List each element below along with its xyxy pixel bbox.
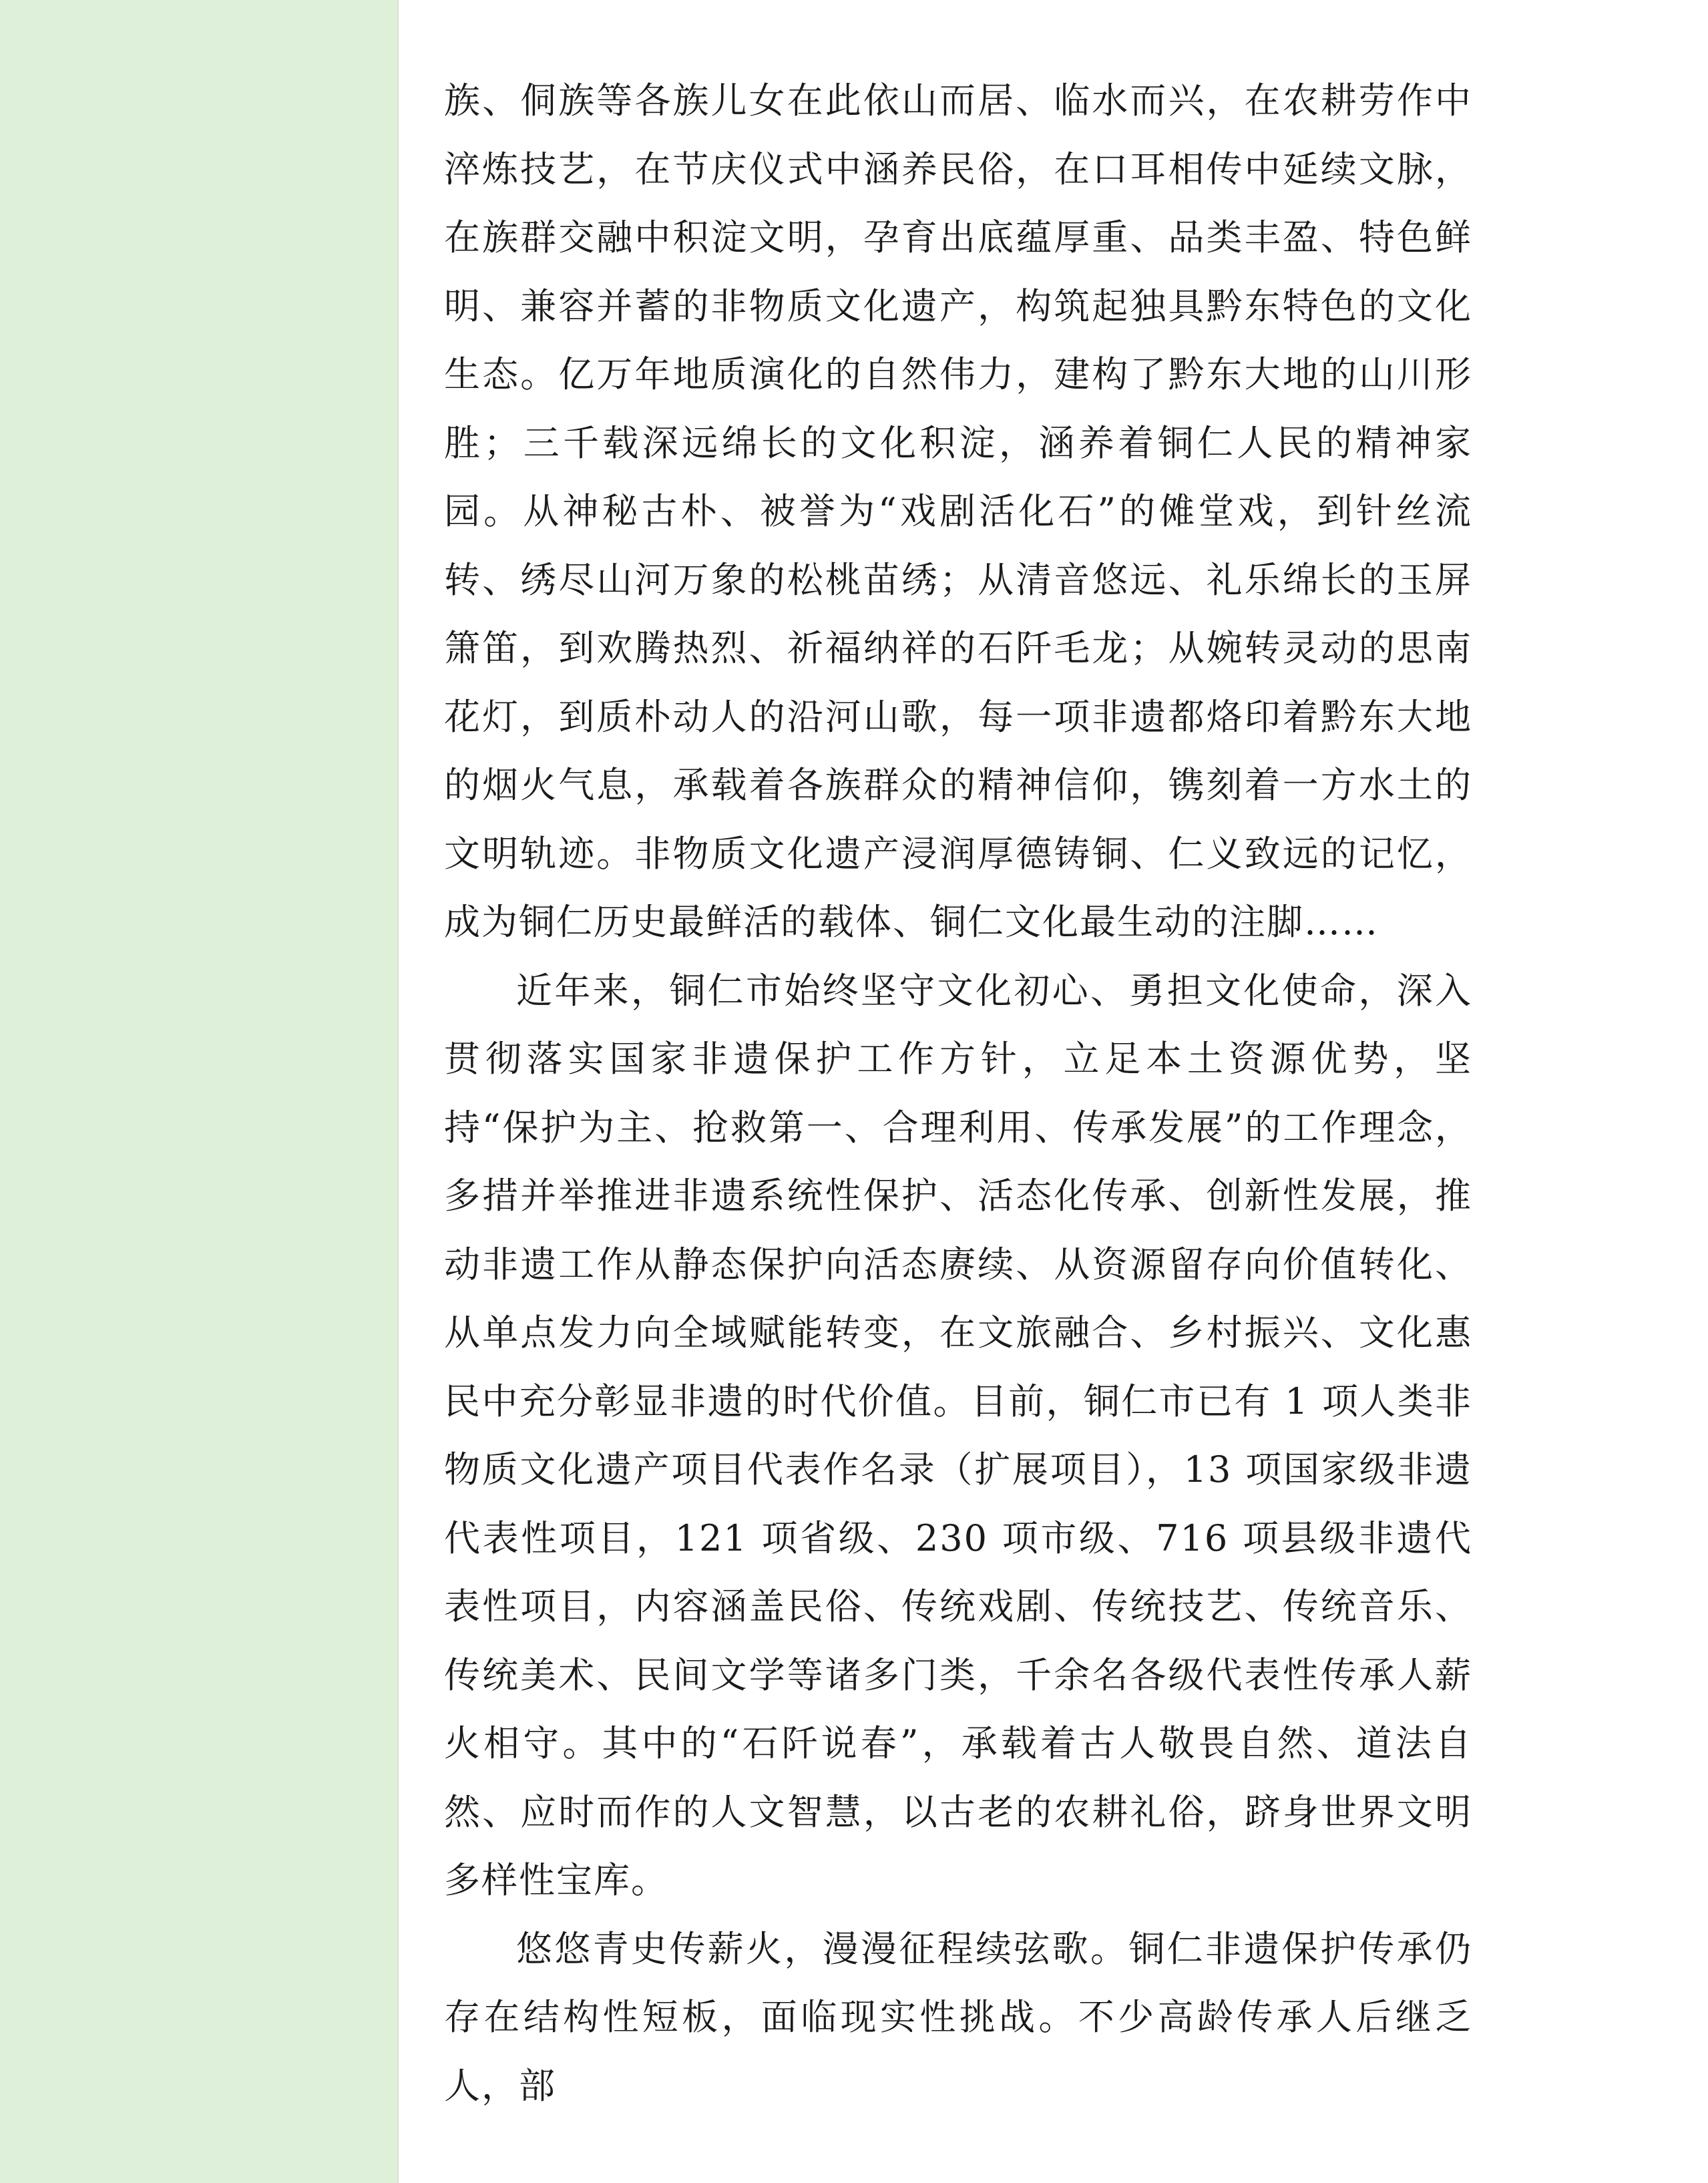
- paragraph-recent-years: 近年来，铜仁市始终坚守文化初心、勇担文化使命，深入贯彻落实国家非遗保护工作方针，立足本土资源优势，坚持“保护为主、抢救第一、合理利用、传承发展”的工作理念，多措并举推进非遗系统性保护、活态化传承、创新性发展，推动非遗工作从静态保护向活态赓续、从资源留存向价值转化、从单点发力向全域赋能转变，在文旅融合、乡村振兴、文化惠民中充分彰显非遗的时代价值。目前，铜仁市已有 1 项人类非物质文化遗产项目代表作名录（扩展项目），13 项国家级非遗代表性项目，121 项省级、230 项市级、716 项县级非遗代表性项目，内容涵盖民俗、传统戏剧、传统技艺、传统音乐、传统美术、民间文学等诸多门类，千余名各级代表性传承人薪火相守。其中的“石阡说春”，承载着古人敬畏自然、道法自然、应时而作的人文智慧，以古老的农耕礼俗，跻身世界文明多样性宝库。: [444, 969, 1472, 1901]
- document-body: [444, 67, 1472, 2120]
- paragraph-challenges: 悠悠青史传薪火，漫漫征程续弦歌。铜仁非遗保护传承仍存在结构性短板，面临现实性挑战。不少高龄传承人后继乏人，部: [444, 1927, 1472, 2107]
- sidebar-divider: [397, 0, 399, 2183]
- paragraph-intro-continued: 族、侗族等各族儿女在此依山而居、临水而兴，在农耕劳作中淬炼技艺，在节庆仪式中涵养民俗，在口耳相传中延续文脉，在族群交融中积淀文明，孕育出底蕴厚重、品类丰盈、特色鲜明、兼容并蓄的非物质文化遗产，构筑起独具黔东特色的文化生态。亿万年地质演化的自然伟力，建构了黔东大地的山川形胜；三千载深远绵长的文化积淀，涵养着铜仁人民的精神家园。从神秘古朴、被誉为“戏剧活化石”的傩堂戏，到针丝流转、绣尽山河万象的松桃苗绣；从清音悠远、礼乐绵长的玉屏箫笛，到欢腾热烈、祈福纳祥的石阡毛龙；从婉转灵动的思南花灯，到质朴动人的沿河山歌，每一项非遗都烙印着黔东大地的烟火气息，承载着各族群众的精神信仰，镌刻着一方水土的文明轨迹。非物质文化遗产浸润厚德铸铜、仁义致远的记忆，成为铜仁历史最鲜活的载体、铜仁文化最生动的注脚……: [444, 79, 1472, 943]
- green-sidebar-panel: [0, 0, 397, 2183]
